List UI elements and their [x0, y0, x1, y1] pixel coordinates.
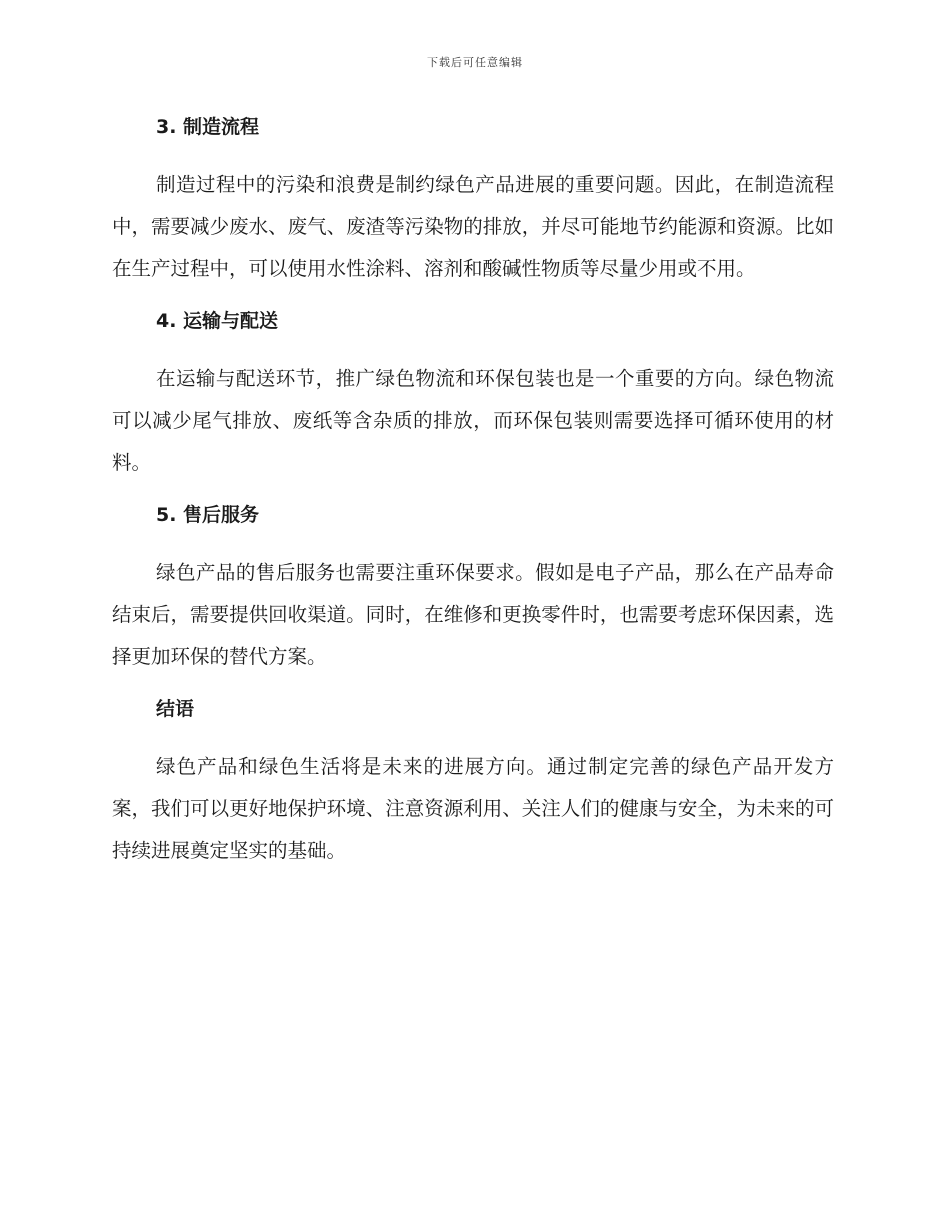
section-heading: 结语 [156, 698, 195, 720]
section-paragraph: 绿色产品的售后服务也需要注重环保要求。假如是电子产品，那么在产品寿命结束后，需要提供回收渠道。同时，在维修和更换零件时，也需要考虑环保因素，选择更加环保的替代方案。 [112, 561, 834, 668]
section-paragraph: 绿色产品和绿色生活将是未来的进展方向。通过制定完善的绿色产品开发方案，我们可以更好地保护环境、注意资源利用、关注人们的健康与安全，为未来的可持续进展奠定坚实的基础。 [112, 755, 834, 862]
section-heading: 4. 运输与配送 [156, 310, 279, 332]
section-manufacturing [112, 108, 834, 290]
section-conclusion [112, 690, 834, 872]
section-after-sales [112, 496, 834, 678]
section-heading: 3. 制造流程 [156, 116, 260, 138]
section-transport [112, 302, 834, 484]
section-paragraph: 在运输与配送环节，推广绿色物流和环保包装也是一个重要的方向。绿色物流可以减少尾气排放、废纸等含杂质的排放，而环保包装则需要选择可循环使用的材料。 [112, 367, 834, 474]
document-body [112, 108, 834, 884]
header-note: 下载后可任意编辑 [427, 56, 523, 69]
section-paragraph: 制造过程中的污染和浪费是制约绿色产品进展的重要问题。因此，在制造流程中，需要减少废水、废气、废渣等污染物的排放，并尽可能地节约能源和资源。比如在生产过程中，可以使用水性涂料、溶剂和酸碱性物质等尽量少用或不用。 [112, 173, 834, 280]
section-heading: 5. 售后服务 [156, 504, 260, 526]
